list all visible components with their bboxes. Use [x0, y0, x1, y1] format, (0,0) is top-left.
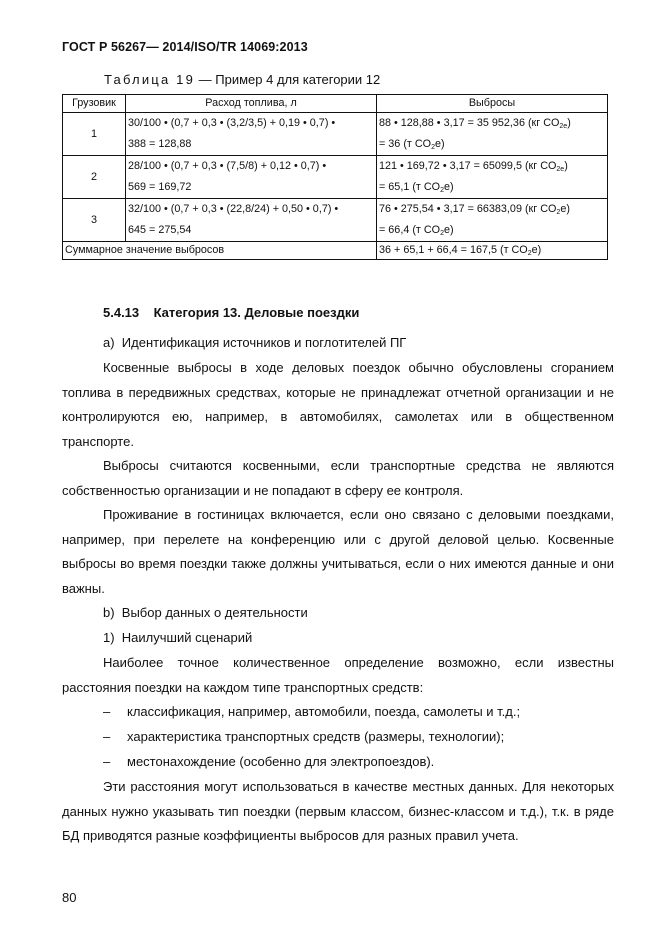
bullet-item: [103, 725, 504, 750]
page-number: 80: [62, 890, 77, 905]
header-emissions: Выбросы: [377, 95, 608, 113]
section-heading: 5.4.13 Категория 13. Деловые поездки: [103, 305, 360, 320]
paragraph: Косвенные выбросы в ходе деловых поездок обычно обусловлены сгоранием топлива в передвижных средствах, которые не принадлежат отчетной организации и не контролируются ею, например, в автомобилях, самолетах или в общественном транспорте.: [62, 360, 614, 449]
bullet-dash: –: [103, 704, 111, 719]
emissions-line: = 66,4 (т $CO_2е$): [379, 224, 454, 237]
fuel-cell: [126, 156, 377, 199]
fuel-cell: [126, 113, 377, 156]
fuel-line: 569 = 169,72: [128, 181, 192, 193]
table-total-row: [63, 242, 608, 260]
fuel-line: 645 = 275,54: [128, 224, 192, 236]
table-caption-label: Таблица 19: [104, 72, 196, 87]
bullet-dash: –: [103, 729, 111, 744]
paragraph: Выбросы считаются косвенными, если транспортные средства не являются собственностью организации и не попадают в сферу ее контроля.: [62, 458, 614, 498]
table-caption-text: — Пример 4 для категории 12: [195, 72, 381, 87]
list-item-b: b) Выбор данных о деятельности: [103, 605, 308, 620]
bullet-text: классификация, например, автомобили, поезда, самолеты и т.д.;: [127, 704, 521, 719]
total-value: 36 + 65,1 + 66,4 = 167,5 (т $CO_2е$): [377, 242, 608, 260]
total-label: Суммарное значение выбросов: [63, 242, 377, 260]
header-fuel: Расход топлива, л: [126, 95, 377, 113]
bullet-text: характеристика транспортных средств (размеры, технологии);: [127, 729, 505, 744]
emissions-cell: [377, 113, 608, 156]
truck-number: 3: [63, 199, 126, 242]
bullet-item: [103, 750, 434, 775]
emissions-line: 121 • 169,72 • 3,17 = 65099,5 (кг $CO_{2е}$): [379, 160, 568, 173]
fuel-line: 388 = 128,88: [128, 138, 192, 150]
fuel-line: 28/100 • (0,7 + 0,3 • (7,5/8) + 0,12 • 0,7) •: [128, 160, 327, 172]
fuel-line: 30/100 • (0,7 + 0,3 • (3,2/3,5) + 0,19 • 0,7) •: [128, 117, 336, 129]
document-header: ГОСТ Р 56267— 2014/ISO/TR 14069:2013: [62, 40, 308, 54]
fuel-cell: [126, 199, 377, 242]
table-row: [63, 156, 608, 199]
paragraph: Наиболее точное количественное определение возможно, если известны расстояния поездки на каждом типе транспортных средств:: [62, 655, 614, 695]
fuel-line: 32/100 • (0,7 + 0,3 • (22,8/24) + 0,50 • 0,7) •: [128, 203, 339, 215]
truck-number: 2: [63, 156, 126, 199]
table-row: [63, 199, 608, 242]
emissions-line: 76 • 275,54 • 3,17 = 66383,09 (кг $CO_2е$): [379, 203, 570, 216]
emissions-cell: [377, 156, 608, 199]
emissions-line: = 36 (т $CO_2е$): [379, 138, 445, 151]
emissions-line: 88 • 128,88 • 3,17 = 35 952,36 (кг $CO_{2е}$): [379, 117, 571, 130]
table-caption: [104, 72, 380, 87]
emissions-table: [62, 94, 608, 260]
truck-number: 1: [63, 113, 126, 156]
bullet-text: местонахождение (особенно для электропоездов).: [127, 754, 435, 769]
paragraph: Эти расстояния могут использоваться в качестве местных данных. Для некоторых данных нужно указывать тип поездки (первым классом, бизнес-классом и т.д.), т.к. в ряде БД приводятся разные коэффициенты выбросов для разных правил учета.: [62, 779, 614, 843]
table-header-row: [63, 95, 608, 113]
bullet-item: [103, 700, 520, 725]
table-row: [63, 113, 608, 156]
list-item-1: 1) Наилучший сценарий: [103, 630, 253, 645]
paragraph: Проживание в гостиницах включается, если оно связано с деловыми поездками, например, при перелете на конференцию или с другой деловой целью. Косвенные выбросы во время поездки также должны учитываться, если о них имеются данные и они важны.: [62, 507, 614, 596]
emissions-cell: [377, 199, 608, 242]
emissions-line: = 65,1 (т $CO_2е$): [379, 181, 454, 194]
header-truck: Грузовик: [63, 95, 126, 113]
bullet-dash: –: [103, 754, 111, 769]
list-item-a: a) Идентификация источников и поглотителей ПГ: [103, 335, 407, 350]
